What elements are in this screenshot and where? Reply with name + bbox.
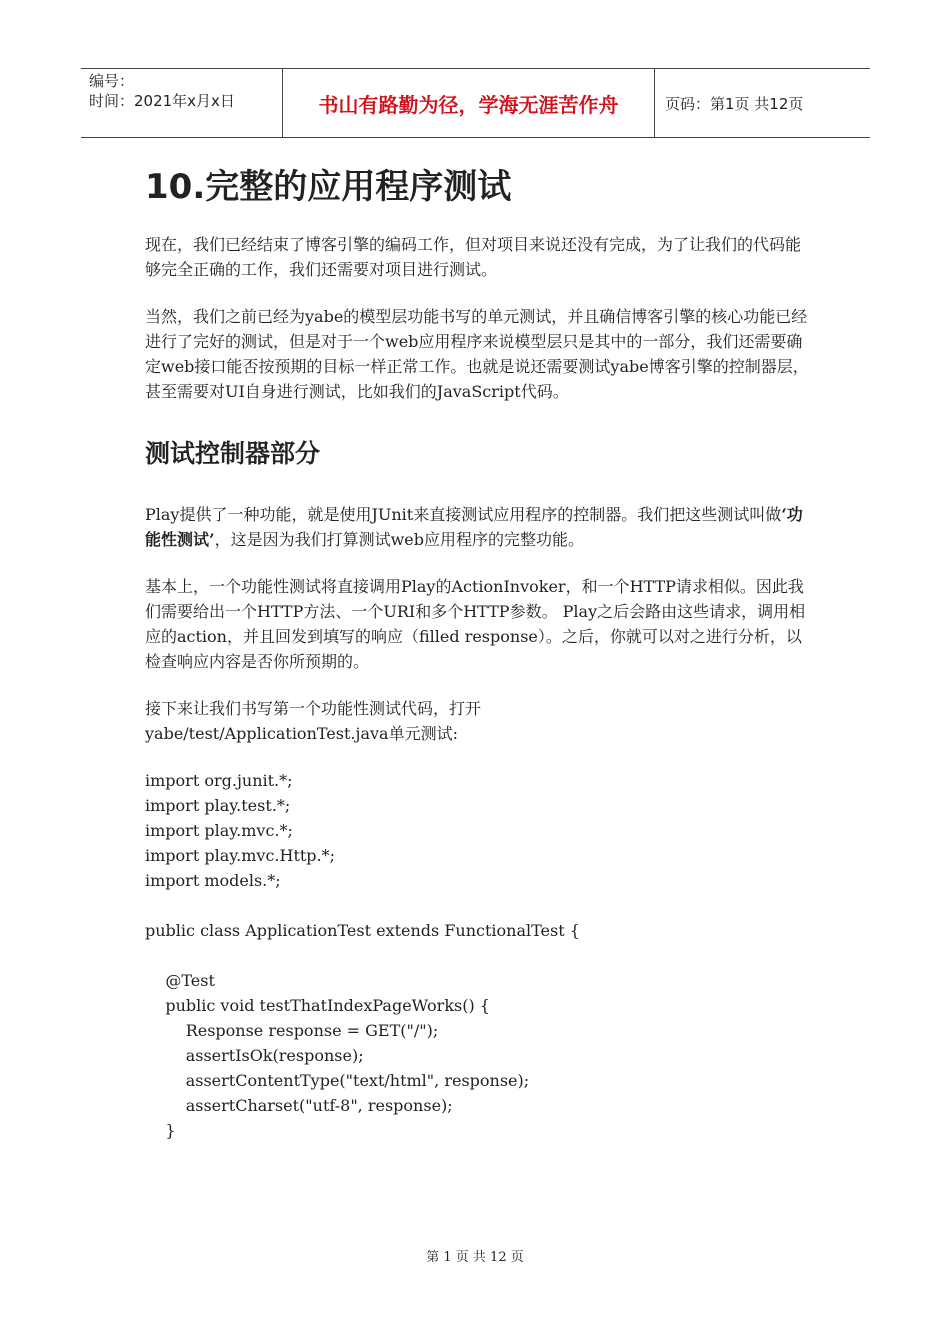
header-meta (81, 69, 282, 137)
code-imports: import org.junit.*; import play.test.*; import play.mvc.*; import play.mvc.Http.*; import models.*; (145, 771, 336, 890)
functional-test-term: ‘功能性测试’ (145, 505, 803, 549)
code-class-body: public class ApplicationTest extends FunctionalTest { @Test public void testThatIndexPageWorks() { Response response = GET("/"); assertIsOk(response); assertContentType("text/html", response); assertCharset("utf-8", response); } (145, 921, 580, 1140)
page-header (81, 68, 870, 138)
intro-paragraph-2: 当然，我们之前已经为yabe的模型层功能书写的单元测试，并且确信博客引擎的核心功能已经进行了完好的测试，但是对于一个web应用程序来说模型层只是其中的一部分，我们还需要确定web接口能否按预期的目标一样正常工作。也就是说还需要测试yabe博客引擎的控制器层，甚至需要对UI自身进行测试，比如我们的JavaScript代码。 (145, 307, 809, 401)
section-paragraph-2: 基本上，一个功能性测试将直接调用Play的ActionInvoker，和一个HTTP请求相似。因此我们需要给出一个HTTP方法、一个URI和多个HTTP参数。 Play之后会路由这些请求，调用相应的action，并且回发到填写的响应（filled response）。之后，你就可以对之进行分析，以检查响应内容是否你所预期的。 (145, 577, 806, 671)
section-paragraph-1 (145, 502, 810, 552)
section-paragraph-1-part-a: Play提供了一种功能，就是使用JUnit来直接测试应用程序的控制器。我们把这些测试叫做 (145, 505, 782, 524)
section-paragraph-3 (145, 696, 810, 746)
section-paragraph-3-line-2: yabe/test/ApplicationTest.java单元测试: (145, 724, 458, 743)
page-footer: 第 1 页 共 12 页 (426, 1250, 524, 1265)
header-page-info: 页码：第1页 共12页 (665, 94, 804, 113)
page-title: 10.完整的应用程序测试 (145, 167, 512, 207)
date-label: 时间：2021年x月x日 (89, 92, 235, 110)
document-number-label: 编号： (89, 72, 135, 90)
section-paragraph-3-line-1: 接下来让我们书写第一个功能性测试代码，打开 (145, 699, 482, 718)
intro-paragraph-1: 现在，我们已经结束了博客引擎的编码工作，但对项目来说还没有完成，为了让我们的代码能够完全正确的工作，我们还需要对项目进行测试。 (145, 235, 802, 279)
section-paragraph-1-part-b: ，这是因为我们打算测试web应用程序的完整功能。 (214, 530, 584, 549)
header-motto: 书山有路勤为径，学海无涯苦作舟 (282, 69, 655, 137)
section-heading: 测试控制器部分 (145, 439, 321, 468)
document-body (145, 160, 810, 1143)
